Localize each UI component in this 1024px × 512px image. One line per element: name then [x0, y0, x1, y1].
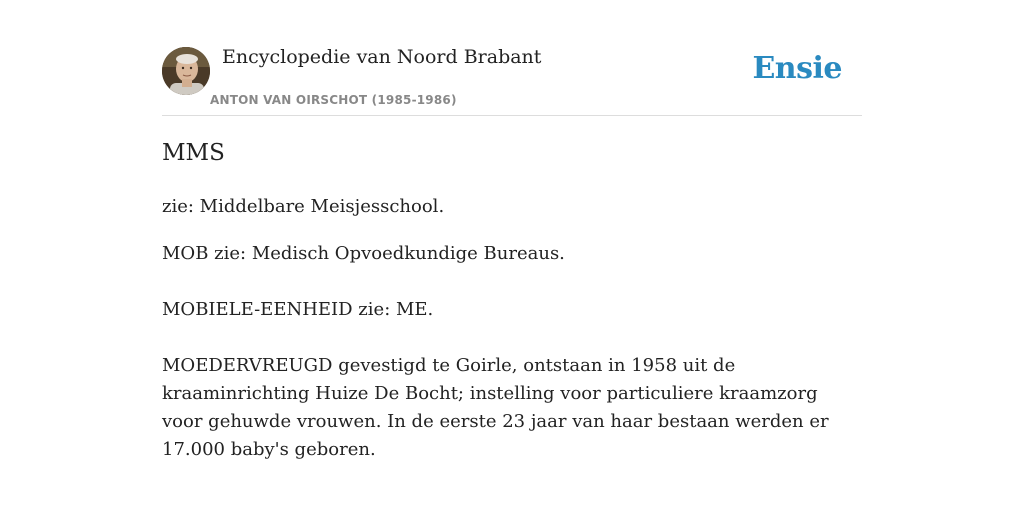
author-name: ANTON VAN OIRSCHOT (1985-1986)	[210, 93, 457, 107]
article-term: MMS	[162, 140, 225, 166]
page	[162, 0, 862, 512]
author-avatar[interactable]	[162, 47, 210, 95]
author-portrait-icon	[162, 47, 210, 95]
header	[162, 0, 862, 116]
ensie-logo[interactable]: Ensie	[752, 51, 842, 86]
encyclopedia-title-link[interactable]: Encyclopedie van Noord Brabant	[222, 46, 542, 68]
article-paragraph: zie: Middelbare Meisjesschool.	[162, 196, 445, 217]
article-paragraph: MOBIELE-EENHEID zie: ME.	[162, 299, 434, 320]
article-paragraph: MOEDERVREUGD gevestigd te Goirle, ontstaan in 1958 uit de kraaminrichting Huize De Bocht; instelling voor particuliere kraamzorg voor gehuwde vrouwen. In de eerste 23 jaar van haar bestaan werden er 17.000 baby's geboren.	[162, 355, 829, 460]
article-content	[162, 193, 862, 464]
article-paragraph: MOB zie: Medisch Opvoedkundige Bureaus.	[162, 243, 565, 264]
